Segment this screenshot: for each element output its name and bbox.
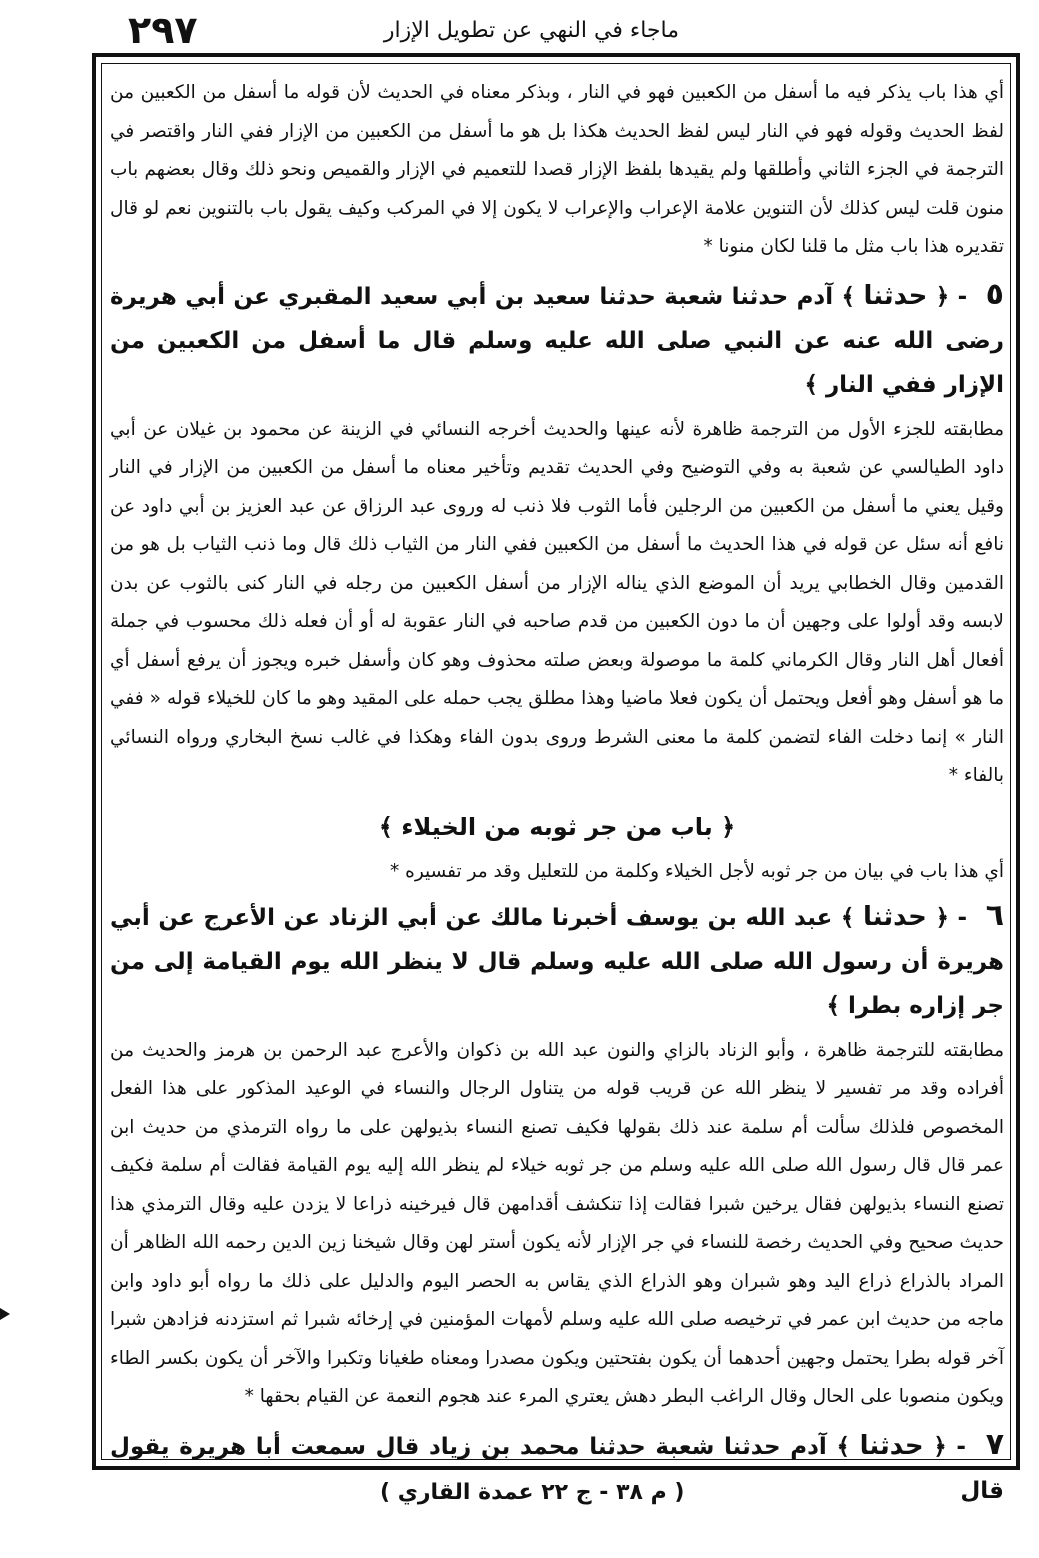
hadith-text: عبد الله بن يوسف أخبرنا مالك عن أبي الزناد عن الأعرج عن أبي هريرة أن رسول الله صلى الله عليه وسلم قال لا ينظر الله يوم القيامة إلى من جر إزاره بطرا <box>110 904 1004 1019</box>
chapter-heading: ﴿ باب من جر ثوبه من الخيلاء ﴾ <box>378 812 736 841</box>
hadith-text: آدم حدثنا شعبة حدثنا محمد بن زياد قال سمعت أبا هريرة يقول قال <box>110 1433 1004 1504</box>
hadith-label: حدثنا <box>863 901 927 932</box>
commentary-paragraph: مطابقته للترجمة ظاهرة ، وأبو الزناد بالزاي والنون عبد الله بن ذكوان والأعرج عبد الرحمن بن هرمز والحديث من أفراده وقد مر تفسير لا ينظر الله عن قريب قوله من يتناول الرجال والنساء في الوعيد المذكور على هذا الفعل المخصوص فلذلك سألت أم سلمة عند ذلك بقولها فكيف تصنع النساء بذيولهن على ما رواه الترمذي من حديث ابن عمر قال قال رسول الله صلى الله عليه وسلم من جر ثوبه خيلاء لم ينظر الله إليه يوم القيامة فقالت أم سلمة فكيف تصنع النساء بذيولهن فقال يرخين شبرا فقالت إذا تنكشف أقدامهن قال فيرخينه ذراعا لا يزدن عليه وقال الترمذي هذا حديث صحيح وفي الحديث رخصة للنساء في جر الإزار لأنه يكون أستر لهن وقال شيخنا زين الدين رحمه الله الظاهر أن المراد بالذراع ذراع اليد وهو شبران وهو الذراع الذي يقاس به الحصر اليوم والدليل على ذلك ما رواه أبو داود وابن ماجه من حديث ابن عمر في ترخيصه صلى الله عليه وسلم لأمهات المؤمنين في إرخائه شبرا ثم استزدنه فزادهن شبرا آخر قوله بطرا يحتمل وجهين أحدهما أن يكون بفتحتين ويكون مصدرا ومعناه طغيانا وتكبرا والآخر أن يكون بكسر الطاء ويكون منصوبا على الحال وقال الراغب البطر دهش يعتري المرء عند هجوم النعمة عن القيام بحقها * <box>110 1039 1004 1407</box>
hadith-7: ٧ - ﴿ حدثنا ﴾ آدم حدثنا شعبة حدثنا محمد بن زياد قال سمعت أبا هريرة يقول قال <box>110 1426 1004 1504</box>
commentary-paragraph: أي هذا باب يذكر فيه ما أسفل من الكعبين فهو في النار ، وبذكر معناه في الحديث لأن قوله ما أسفل من الكعبين من لفظ الحديث وقوله فهو في النار ليس لفظ الحديث هكذا بل هو ما أسفل من الكعبين من الإزار ففي النار واقتصر في الترجمة في الجزء الثاني وأطلقها ولم يقيدها بلفظ الإزار قصدا للتعميم في الإزار والقميص ونحو ذلك وقال بعضهم باب منون قلت ليس كذلك لأن التنوين علامة الإعراب والإعراب لا يكون إلا في المركب وكيف يقول باب بالتنوين نعم لو قال تقديره هذا باب مثل ما قلنا لكان منونا * <box>110 82 1004 257</box>
hadith-5: ٥ - ﴿ حدثنا ﴾ آدم حدثنا شعبة حدثنا سعيد بن أبي سعيد المقبري عن أبي هريرة رضى الله عنه عن النبي صلى الله عليه وسلم قال ما أسفل من الكعبين من الإزار ففي النار ﴾ <box>110 276 1004 398</box>
commentary-paragraph: مطابقته للجزء الأول من الترجمة ظاهرة لأنه عينها والحديث أخرجه النسائي في الزينة عن محمود بن غيلان عن أبي داود الطيالسي عن شعبة به وفي التوضيح وفي الحديث تقديم وتأخير معناه ما أسفل من الكعبين من الإزار في النار وقيل يعني ما أسفل من الكعبين من الرجلين فأما الثوب فلا ذنب له وروى عبد الرزاق عن عبد العزيز بن أبي داود عن نافع أنه سئل عن قوله في هذا الحديث ما أسفل من الكعبين ففي النار من الثياب ذلك قال وما ذنب الثياب بل هو من القدمين وقال الخطابي يريد أن الموضع الذي يناله الإزار من أسفل الكعبين من رجله في النار كنى بالثوب عن بدن لابسه وقد أولوا على وجهين أن ما دون الكعبين من قدم صاحبه في النار عقوبة له أو أن فعله ذلك محسوب في جملة أفعال أهل النار وقال الكرماني كلمة ما موصولة وبعض صلته محذوف وهو كان وأسفل خبره ويجوز أن يرفع أسفل أي ما هو أسفل وهو أفعل ويحتمل أن يكون فعلا ماضيا وهذا مطلق يجب حمله على المقيد وهو ما كان للخيلاء قوله « ففي النار » إنما دخلت الفاء لتضمن كلمة ما معنى الشرط وروى بدون الفاء وهكذا في غالب نسخ البخاري ورواه النسائي بالفاء * <box>110 418 1004 786</box>
hadith-6: ٦ - ﴿ حدثنا ﴾ عبد الله بن يوسف أخبرنا مالك عن أبي الزناد عن الأعرج عن أبي هريرة أن رسول الله صلى الله عليه وسلم قال لا ينظر الله يوم القيامة إلى من جر إزاره بطرا ﴾ <box>110 897 1005 1019</box>
hadith-label: حدثنا <box>859 1430 924 1461</box>
hadith-text: آدم حدثنا شعبة حدثنا سعيد بن أبي سعيد المقبري عن أبي هريرة رضى الله عنه عن النبي صلى الله عليه وسلم قال ما أسفل من الكعبين من الإزار ففي النار <box>110 283 1004 398</box>
running-title: ماجاء في النهي عن تطويل الإزار <box>383 18 679 43</box>
hadith-number: ٦ <box>985 897 1005 933</box>
hadith-label: حدثنا <box>863 280 928 311</box>
page-number: ٢٩٧ <box>128 8 198 52</box>
chapter-explanation: أي هذا باب في بيان من جر ثوبه لأجل الخيلاء وكلمة من للتعليل وقد مر تفسيره * <box>390 860 1004 882</box>
signature-mark: ( م ٣٨ - ج ٢٢ عمدة القاري ) <box>380 1480 685 1505</box>
hadith-number: ٧ <box>985 1426 1004 1462</box>
margin-arrow-icon <box>0 1308 10 1320</box>
hadith-number: ٥ <box>985 276 1004 312</box>
